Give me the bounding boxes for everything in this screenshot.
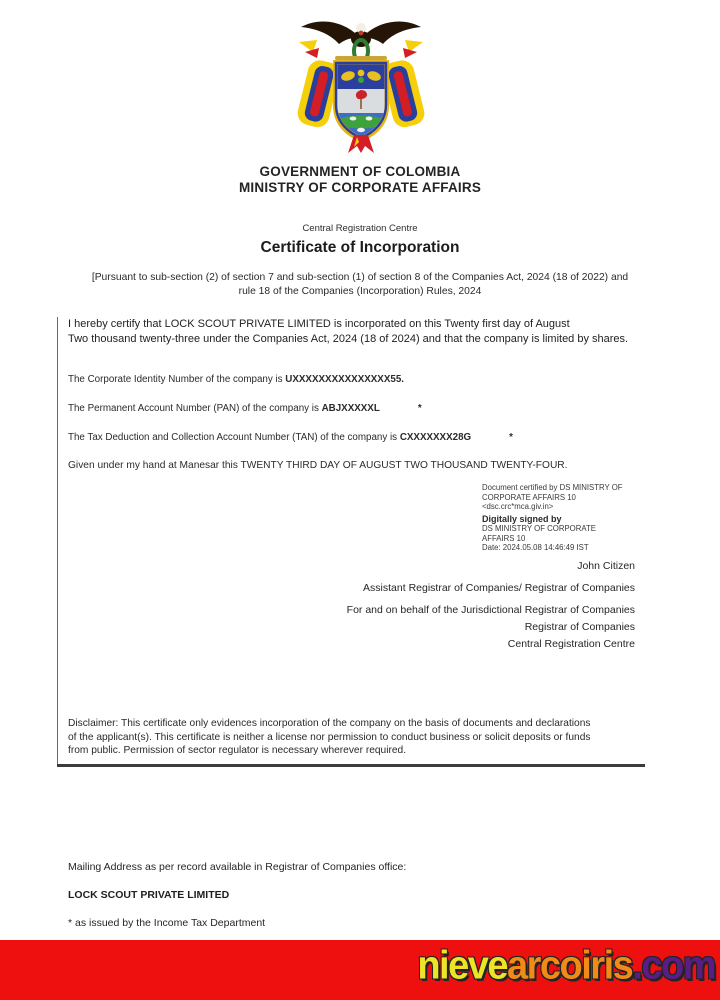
pan-prefix: The Permanent Account Number (PAN) of the company is <box>68 403 322 414</box>
dsig-certified-line3: <dsc.crc*mca.giv.in> <box>482 502 554 511</box>
signatory-role4: Central Registration Centre <box>507 638 635 650</box>
pan-value: ABJXXXXXL <box>321 403 380 414</box>
pursuant-clause-line2: rule 18 of the Companies (Incorporation) Rules, 2024 <box>238 286 482 297</box>
cin-line <box>68 374 404 385</box>
watermark-band <box>0 940 720 1000</box>
disclaimer-paragraph <box>68 717 648 758</box>
mailing-address-label: Mailing Address as per record available in Registrar of Companies office: <box>68 861 407 873</box>
bottom-separator-rule <box>57 764 645 767</box>
attestation-line: Given under my hand at Manesar this TWENTY THIRD DAY OF AUGUST TWO THOUSAND TWENTY-FOUR. <box>68 460 568 471</box>
certification-line2: Two thousand twenty-three under the Companies Act, 2024 (18 of 2024) and that the company is limited by shares. <box>68 333 629 345</box>
signatory-role1: Assistant Registrar of Companies/ Registrar of Companies <box>363 582 635 594</box>
certificate-title: Certificate of Incorporation <box>260 239 460 256</box>
mailing-company-name: LOCK SCOUT PRIVATE LIMITED <box>68 889 230 901</box>
disclaimer-line3: from public. Permission of sector regulator is necessary wherever required. <box>68 745 407 756</box>
dsig-signed-label: Digitally signed by <box>482 513 562 524</box>
dsig-signed-line2: AFFAIRS 10 <box>482 533 526 543</box>
watermark-part1: nieve <box>417 944 507 989</box>
cin-prefix: The Corporate Identity Number of the company is <box>68 374 286 385</box>
left-border-rule <box>57 317 58 766</box>
colombia-coat-of-arms-icon <box>291 6 431 154</box>
tan-prefix: The Tax Deduction and Collection Account Number (TAN) of the company is <box>68 432 400 443</box>
dsig-certified-line2: CORPORATE AFFAIRS 10 <box>482 492 576 502</box>
dsig-date: Date: 2024.05.08 14:46:49 IST <box>482 543 589 552</box>
watermark-text <box>417 943 715 989</box>
watermark-part3: .com <box>632 944 715 989</box>
disclaimer-line1: Disclaimer: This certificate only evidences incorporation of the company on the basis of documents and declarations <box>68 718 591 729</box>
tan-footnote-mark: * <box>509 432 513 443</box>
digital-signature-block <box>482 483 652 553</box>
certification-paragraph <box>68 317 633 347</box>
signatory-name: John Citizen <box>577 560 635 572</box>
government-title: GOVERNMENT OF COLOMBIA <box>259 164 461 179</box>
pan-tan-footnote: * as issued by the Income Tax Department <box>68 917 266 929</box>
pursuant-clause-line1: [Pursuant to sub-section (2) of section 7 and sub-section (1) of section 8 of the Companies Act, 2024 (18 of 2022) and <box>91 272 629 283</box>
disclaimer-line2: of the applicant(s). This certificate is neither a license nor permission to conduct business or solicit deposits or funds <box>68 731 591 743</box>
tan-line <box>68 432 513 443</box>
watermark-part2: arcoiris <box>506 944 633 989</box>
signatory-role3: Registrar of Companies <box>524 621 635 633</box>
dsig-certified-line1: Document certified by DS MINISTRY OF <box>482 483 623 492</box>
tan-value: CXXXXXXX28G <box>399 432 472 443</box>
cin-value: UXXXXXXXXXXXXXXX55. <box>285 374 404 385</box>
registration-centre-label: Central Registration Centre <box>302 223 418 234</box>
certification-line1: I hereby certify that LOCK SCOUT PRIVATE LIMITED is incorporated on this Twenty first day of August <box>68 318 570 330</box>
signatory-role2: For and on behalf of the Jurisdictional Registrar of Companies <box>346 604 635 616</box>
pan-footnote-mark: * <box>417 403 422 414</box>
dsig-signed-line1: DS MINISTRY OF CORPORATE <box>482 524 596 533</box>
ministry-title: MINISTRY OF CORPORATE AFFAIRS <box>238 180 482 195</box>
pan-line <box>68 403 422 414</box>
